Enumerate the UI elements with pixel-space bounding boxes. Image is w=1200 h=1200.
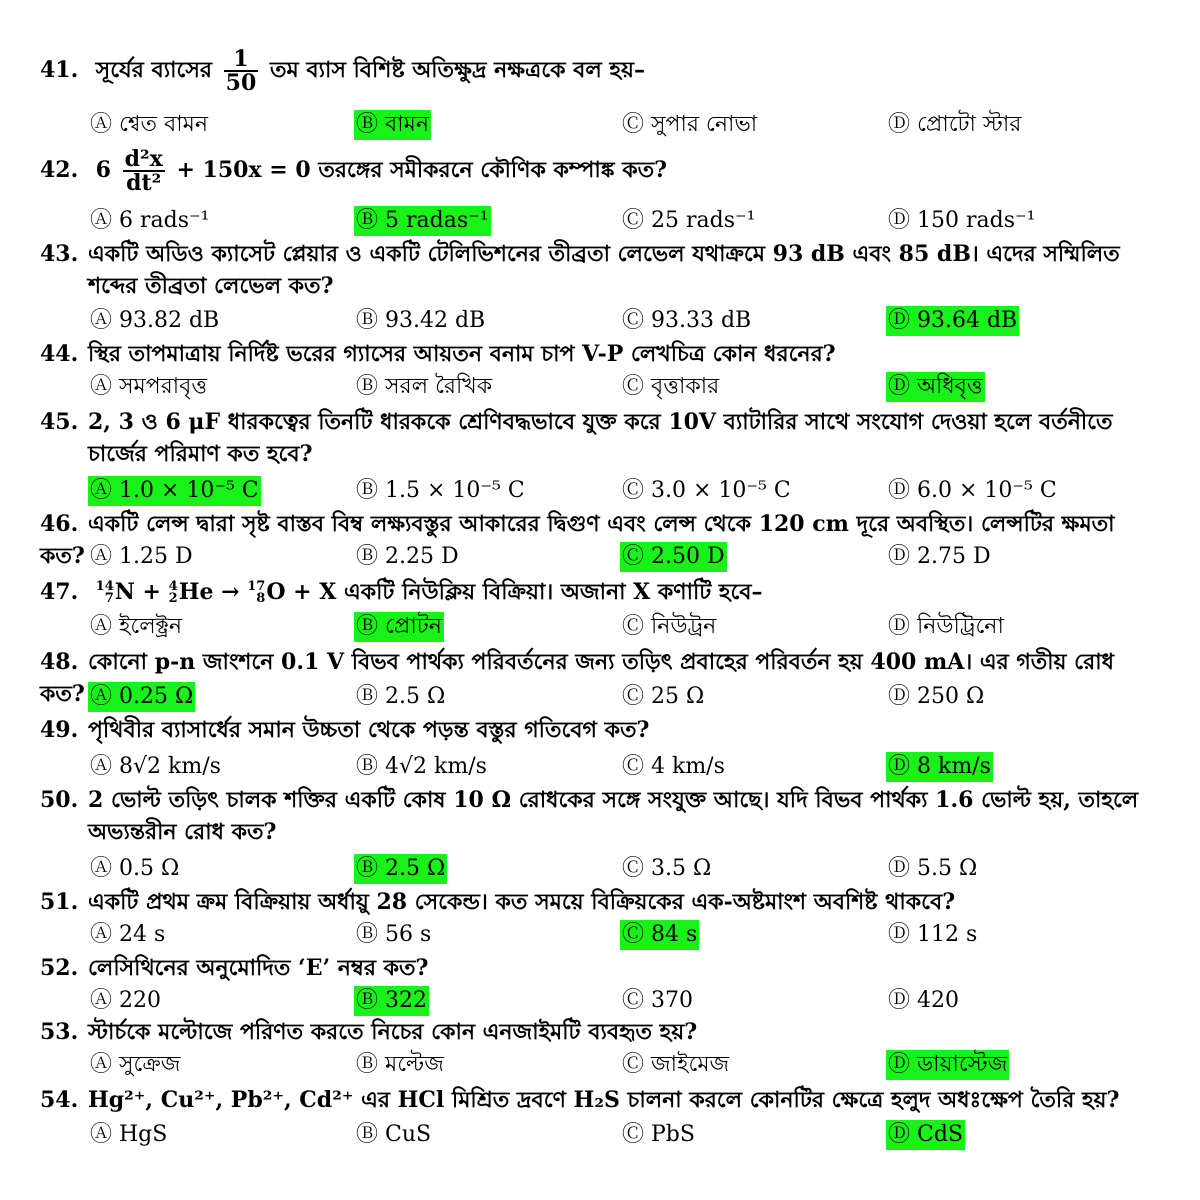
question-51 [40, 886, 1160, 918]
option-b-correct[interactable]: Ⓑ বামন [354, 110, 431, 140]
option-b[interactable]: Ⓑ 93.42 dB [356, 308, 486, 333]
option-c[interactable]: Ⓒ PbS [622, 1122, 695, 1147]
option-a[interactable]: Ⓐ 24 s [90, 922, 166, 947]
option-c[interactable]: Ⓒ 3.5 Ω [622, 856, 712, 881]
option-d[interactable]: Ⓓ 112 s [888, 922, 978, 947]
option-b[interactable]: Ⓑ 1.5 × 10⁻⁵ C [356, 478, 525, 503]
option-c-correct[interactable]: Ⓒ 84 s [620, 920, 699, 950]
option-a[interactable]: Ⓐ 6 rads⁻¹ [90, 208, 210, 233]
question-text-end: একটি নিউক্লিয় বিক্রিয়া। অজানা X কণাটি হবে– [344, 579, 763, 605]
question-text-end: তম ব্যাস বিশিষ্ট অতিক্ষুদ্র নক্ষত্রকে বল হয়– [269, 57, 645, 83]
question-text: স্থির তাপমাত্রায় নির্দিষ্ট ভরের গ্যাসের আয়তন বনাম চাপ V-P লেখচিত্র কোন ধরনের? [88, 341, 836, 367]
option-b[interactable]: Ⓑ 2.25 D [356, 544, 459, 569]
nuclide-symbol: He → [178, 579, 248, 605]
question-text-start: সূর্যের ব্যাসের [95, 57, 212, 83]
option-a[interactable]: Ⓐ 93.82 dB [90, 308, 220, 333]
option-b-correct[interactable]: Ⓑ প্রোটন [354, 612, 444, 642]
question-number: 47. [40, 579, 79, 605]
question-number: 50. [40, 787, 79, 813]
option-d[interactable]: Ⓓ 2.75 D [888, 544, 991, 569]
option-b[interactable]: Ⓑ 56 s [356, 922, 432, 947]
question-number: 44. [40, 341, 79, 367]
question-text-line2: চার্জের পরিমাণ কত হবে? [88, 441, 313, 467]
option-d[interactable]: Ⓓ প্রোটো স্টার [888, 112, 1022, 137]
question-text: 2, 3 ও 6 μF ধারকত্বের তিনটি ধারককে শ্রেণিবদ্ধভাবে যুক্ত করে 10V ব্যাটারির সাথে সংযোগ দেওয়া হলে বর্তনীতে [88, 409, 1113, 435]
options-49 [88, 752, 1168, 784]
question-44 [40, 338, 1160, 370]
question-text: Hg²⁺, Cu²⁺, Pb²⁺, Cd²⁺ এর HCl মিশ্রিত দ্রবণে H₂S চালনা করলে কোনটির ক্ষেত্রে হলুদ অধঃক্ষেপ তৈরি হয়? [88, 1087, 1120, 1113]
option-c-correct[interactable]: Ⓒ 2.50 D [620, 542, 727, 572]
option-a[interactable]: Ⓐ সুক্রেজ [90, 1052, 181, 1077]
fraction-numerator: d²x [124, 146, 163, 172]
option-c[interactable]: Ⓒ 4 km/s [622, 754, 725, 779]
option-c[interactable]: Ⓒ 25 rads⁻¹ [622, 208, 756, 233]
fraction-denominator: 50 [225, 70, 257, 96]
option-c[interactable]: Ⓒ বৃত্তাকার [622, 374, 720, 399]
option-d[interactable]: Ⓓ নিউট্রিনো [888, 614, 1004, 639]
option-c[interactable]: Ⓒ জাইমেজ [622, 1052, 730, 1077]
option-d[interactable]: Ⓓ 150 rads⁻¹ [888, 208, 1036, 233]
option-d[interactable]: Ⓓ 5.5 Ω [888, 856, 978, 881]
option-b[interactable]: Ⓑ 4√2 km/s [356, 754, 487, 779]
fraction [123, 148, 165, 194]
option-d-correct[interactable]: Ⓓ অধিবৃত্ত [886, 372, 985, 402]
option-c[interactable]: Ⓒ নিউট্রন [622, 614, 717, 639]
option-a[interactable]: Ⓐ সমপরাবৃত্ত [90, 374, 208, 399]
question-text: একটি লেন্স দ্বারা সৃষ্ট বাস্তব বিম্ব লক্ষ্যবস্তুর আকারের দ্বিগুণ এবং লেন্স থেকে 120 cm দূরে অবস্থিত। লেন্সটির ক্ষমতা কত? [40, 511, 1115, 569]
question-number: 43. [40, 241, 79, 267]
nuclide-symbol: O + X [266, 579, 337, 605]
question-text: লেসিথিনের অনুমোদিত ‘E’ নম্বর কত? [88, 955, 429, 981]
question-43 [40, 238, 1160, 302]
option-c[interactable]: Ⓒ 25 Ω [622, 684, 705, 709]
nuclide-notation [247, 581, 265, 605]
options-50 [88, 854, 1168, 886]
question-text: 2 ভোল্ট তড়িৎ চালক শক্তির একটি কোষ 10 Ω রোধকের সঙ্গে সংযুক্ত আছে। যদি বিভব পার্থক্য 1.6 ভোল্ট হয়, তাহলে [88, 787, 1139, 813]
option-c[interactable]: Ⓒ সুপার নোভা [622, 112, 758, 137]
question-49 [40, 714, 1160, 746]
options-42 [88, 206, 1168, 238]
options-53 [88, 1050, 1168, 1082]
option-d[interactable]: Ⓓ 6.0 × 10⁻⁵ C [888, 478, 1057, 503]
nuclide-symbol: N + [114, 579, 161, 605]
option-d-correct[interactable]: Ⓓ 93.64 dB [886, 306, 1019, 336]
option-d-correct[interactable]: Ⓓ CdS [886, 1120, 965, 1150]
fraction-numerator: 1 [224, 48, 259, 72]
option-a[interactable]: Ⓐ 0.5 Ω [90, 856, 180, 881]
option-b[interactable]: Ⓑ CuS [356, 1122, 432, 1147]
fraction [224, 48, 259, 94]
question-text: কোনো p-n জাংশনে 0.1 V বিভব পার্থক্য পরিবর্তনের জন্য তড়িৎ প্রবাহের পরিবর্তন হয় 400 mA। এর গতীয় রোধ কত? [40, 649, 1114, 707]
option-b[interactable]: Ⓑ সরল রৈখিক [356, 374, 493, 399]
question-45 [40, 406, 1160, 470]
options-41 [88, 110, 1168, 142]
option-a[interactable]: Ⓐ HgS [90, 1122, 168, 1147]
option-a[interactable]: Ⓐ 1.25 D [90, 544, 193, 569]
options-52 [88, 986, 1168, 1018]
question-number: 41. [40, 57, 79, 83]
question-number: 54. [40, 1087, 79, 1113]
option-a[interactable]: Ⓐ শ্বেত বামন [90, 112, 208, 137]
option-b-correct[interactable]: Ⓑ 5 radas⁻¹ [354, 206, 491, 236]
mass-number: 17 [247, 579, 266, 594]
option-d[interactable]: Ⓓ 250 Ω [888, 684, 985, 709]
question-number: 53. [40, 1019, 79, 1045]
option-c[interactable]: Ⓒ 3.0 × 10⁻⁵ C [622, 478, 791, 503]
question-text-end: + 150x = 0 তরঙ্গের সমীকরনে কৌণিক কম্পাঙ্ক কত? [176, 157, 668, 183]
options-47 [88, 612, 1168, 644]
question-41 [40, 48, 1160, 94]
question-number: 46. [40, 511, 79, 537]
options-46 [88, 542, 1168, 574]
option-d-correct[interactable]: Ⓓ 8 km/s [886, 752, 993, 782]
option-b-correct[interactable]: Ⓑ 322 [354, 986, 429, 1016]
options-43 [88, 306, 1168, 338]
atomic-number: 2 [168, 591, 178, 606]
atomic-number: 7 [104, 591, 114, 606]
question-number: 48. [40, 649, 79, 675]
question-text-start: 6 [95, 157, 111, 183]
question-text-line2: অভ্যন্তরীন রোধ কত? [88, 819, 277, 845]
question-text: স্টার্চকে মল্টোজে পরিণত করতে নিচের কোন এনজাইমটি ব্যবহৃত হয়? [88, 1019, 698, 1045]
option-a-correct[interactable]: Ⓐ 1.0 × 10⁻⁵ C [88, 476, 261, 506]
question-number: 42. [40, 157, 79, 183]
option-b-correct[interactable]: Ⓑ 2.5 Ω [354, 854, 447, 884]
mass-number: 14 [95, 579, 114, 594]
option-b[interactable]: Ⓑ 2.5 Ω [356, 684, 446, 709]
option-a[interactable]: Ⓐ 220 [90, 988, 161, 1013]
options-44 [88, 372, 1168, 404]
question-text: একটি অডিও ক্যাসেট প্লেয়ার ও একটি টেলিভিশনের তীব্রতা লেভেল যথাক্রমে 93 dB এবং 85 dB। এদের সম্মিলিত [88, 241, 1120, 267]
option-b[interactable]: Ⓑ মল্টেজ [356, 1052, 444, 1077]
question-text: পৃথিবীর ব্যাসার্ধের সমান উচ্চতা থেকে পড়ন্ত বস্তুর গতিবেগ কত? [88, 717, 650, 743]
question-53 [40, 1016, 1160, 1048]
option-d-correct[interactable]: Ⓓ ডায়াস্টেজ [886, 1050, 1009, 1080]
question-42 [40, 148, 1160, 194]
question-number: 49. [40, 717, 79, 743]
question-54 [40, 1084, 1160, 1116]
fraction-denominator: dt² [126, 170, 162, 196]
nuclide-notation [169, 581, 178, 605]
option-a-correct[interactable]: Ⓐ 0.25 Ω [88, 682, 195, 712]
question-text: একটি প্রথম ক্রম বিক্রিয়ায় অর্ধায়ু 28 সেকেন্ড। কত সময়ে বিক্রিয়কের এক-অষ্টমাংশ অবশিষ্ট থাকবে? [88, 889, 956, 915]
atomic-number: 8 [256, 591, 266, 606]
question-number: 52. [40, 955, 79, 981]
mass-number: 4 [168, 579, 178, 594]
option-a[interactable]: Ⓐ 8√2 km/s [90, 754, 221, 779]
options-51 [88, 920, 1168, 952]
options-48 [88, 682, 1168, 714]
option-d[interactable]: Ⓓ 420 [888, 988, 959, 1013]
question-52 [40, 952, 1160, 984]
nuclide-notation [96, 581, 114, 605]
question-text-line2: শব্দের তীব্রতা লেভেল কত? [88, 273, 334, 299]
question-47 [40, 576, 1160, 608]
option-c[interactable]: Ⓒ 370 [622, 988, 693, 1013]
question-number: 51. [40, 889, 79, 915]
options-45 [88, 476, 1168, 508]
option-a[interactable]: Ⓐ ইলেক্ট্রন [90, 614, 183, 639]
question-50 [40, 784, 1160, 848]
question-number: 45. [40, 409, 79, 435]
option-c[interactable]: Ⓒ 93.33 dB [622, 308, 752, 333]
options-54 [88, 1120, 1168, 1152]
